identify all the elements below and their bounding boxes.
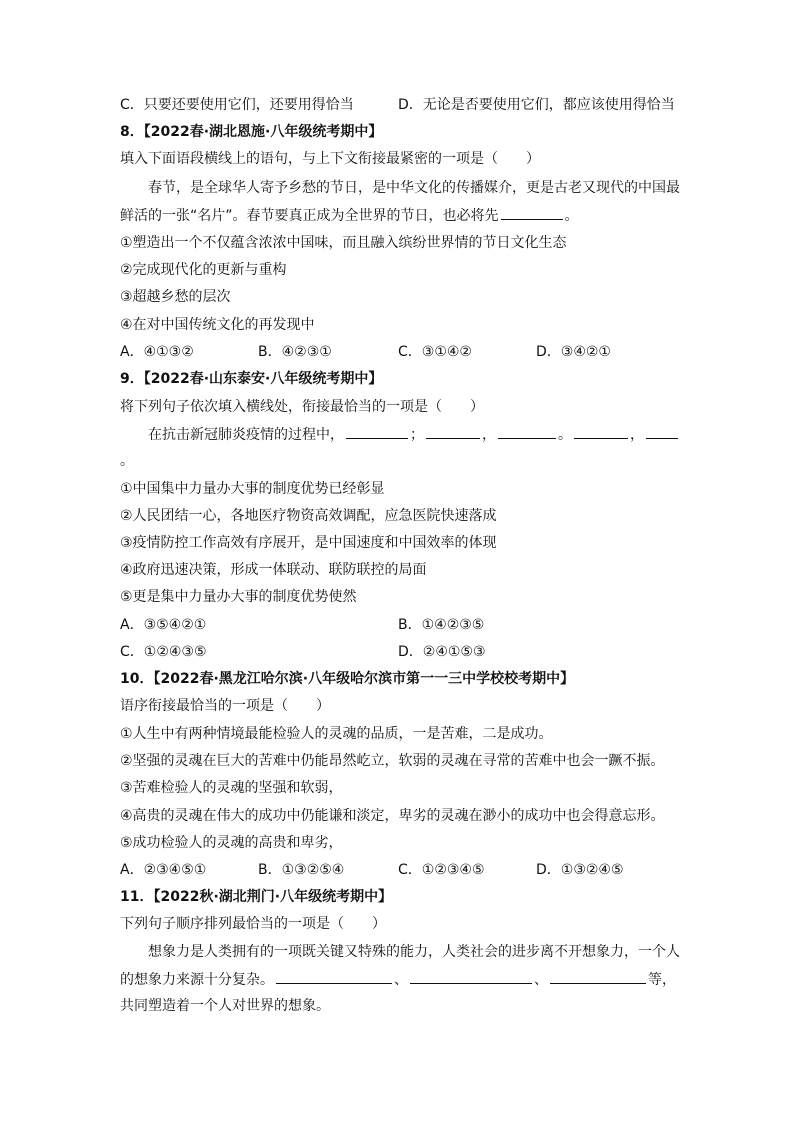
- question-11-passage-line-2: [120, 969, 680, 991]
- question-10-item-3: ③苦难检验人的灵魂的坚强和软弱，: [120, 780, 343, 796]
- passage-text: 鲜活的一张“名片”。春节要真正成为全世界的节日，也必将先: [120, 208, 499, 224]
- question-11-passage-line-1: 想象力是人类拥有的一项既关键又特殊的能力，人类社会的进步离不开想象力，一个人: [148, 944, 680, 960]
- question-10-item-4: ④高贵的灵魂在伟大的成功中仍能谦和淡定，卑劣的灵魂在渺小的成功中也会得意忘形。: [120, 808, 665, 824]
- fill-blank: [346, 424, 408, 439]
- fill-blank: [574, 424, 628, 439]
- fill-blank: [498, 424, 556, 439]
- option-d: D．无论是否要使用它们，都应该使用得恰当: [398, 97, 675, 113]
- question-8-item-2: ②完成现代化的更新与重构: [120, 262, 287, 278]
- fill-blank: [550, 969, 646, 984]
- passage-text: 在抗击新冠肺炎疫情的过程中，: [148, 427, 344, 443]
- question-8-passage-line-1: 春节，是全球华人寄予乡愁的节日，是中华文化的传播媒介，更是古老又现代的中国最: [148, 180, 680, 196]
- punctuation: 。: [558, 427, 572, 443]
- question-8-item-4: ④在对中国传统文化的再发现中: [120, 317, 315, 333]
- question-10-option-c: C．①②③④⑤: [398, 862, 485, 878]
- question-11-passage-line-3: 共同塑造着一个人对世界的想象。: [120, 998, 330, 1014]
- question-9-header: 9．【2022春·山东泰安·八年级统考期中】: [120, 371, 383, 387]
- fill-blank: [646, 424, 678, 439]
- fill-blank: [276, 969, 392, 984]
- passage-text: 。: [564, 208, 579, 224]
- question-10-item-1: ①人生中有两种情境最能检验人的灵魂的品质，一是苦难，二是成功。: [120, 726, 553, 742]
- fill-blank: [410, 969, 532, 984]
- question-8-item-3: ③超越乡愁的层次: [120, 289, 231, 305]
- fill-blank: [426, 424, 480, 439]
- punctuation: ，: [482, 427, 496, 443]
- question-9-stem: 将下列句子依次填入横线处，衔接最恰当的一项是（ ）: [120, 399, 484, 415]
- question-10-stem: 语序衔接最恰当的一项是（ ）: [120, 698, 330, 714]
- question-10-item-2: ②坚强的灵魂在巨大的苦难中仍能昂然屹立，软弱的灵魂在寻常的苦难中也会一蹶不振。: [120, 753, 665, 769]
- fill-blank: [501, 205, 563, 220]
- punctuation: 、: [394, 972, 408, 988]
- question-10-item-5: ⑤成功检验人的灵魂的高贵和卑劣，: [120, 835, 343, 851]
- question-9-item-1: ①中国集中力量办大事的制度优势已经彰显: [120, 481, 385, 497]
- question-8-option-b: B．④②③①: [258, 344, 332, 360]
- passage-text: 等，: [648, 972, 676, 988]
- question-8-passage-line-2: [120, 205, 680, 227]
- question-8-option-d: D．③④②①: [536, 344, 611, 360]
- question-9-option-b: B．①④②③⑤: [398, 617, 485, 633]
- question-9-item-2: ②人民团结一心，各地医疗物资高效调配，应急医院快速落成: [120, 508, 497, 524]
- question-9-item-5: ⑤更是集中力量办大事的制度优势使然: [120, 589, 357, 605]
- question-8-option-c: C．③①④②: [398, 344, 472, 360]
- question-9-passage-line-1: [148, 424, 678, 446]
- question-10-option-b: B．①③②⑤④: [258, 862, 345, 878]
- question-11-header: 11．【2022秋·湖北荆门·八年级统考期中】: [120, 889, 393, 905]
- punctuation: ；: [410, 427, 424, 443]
- question-8-header: 8．【2022春·湖北恩施·八年级统考期中】: [120, 124, 383, 140]
- question-8-item-1: ①塑造出一个不仅蕴含浓浓中国味，而且融入缤纷世界情的节日文化生态: [120, 235, 567, 251]
- question-9-option-d: D．②④①⑤③: [398, 644, 486, 660]
- question-9-item-4: ④政府迅速决策，形成一体联动、联防联控的局面: [120, 562, 427, 578]
- question-10-option-d: D．①③②④⑤: [536, 862, 624, 878]
- question-9-item-3: ③疫情防控工作高效有序展开，是中国速度和中国效率的体现: [120, 535, 497, 551]
- question-9-option-c: C．①②④③⑤: [120, 644, 207, 660]
- question-11-stem: 下列句子顺序排列最恰当的一项是（ ）: [120, 916, 386, 932]
- question-8-option-a: A．④①③②: [120, 344, 194, 360]
- option-c: C．只要还要使用它们，还要用得恰当: [120, 97, 354, 113]
- punctuation: 、: [534, 972, 548, 988]
- passage-text: 的想象力来源十分复杂。: [120, 972, 274, 988]
- question-8-stem: 填入下面语段横线上的语句，与上下文衔接最紧密的一项是（ ）: [120, 151, 540, 167]
- question-10-header: 10．【2022春·黑龙江哈尔滨·八年级哈尔滨市第一一三中学校校考期中】: [120, 671, 575, 687]
- punctuation: ，: [630, 427, 644, 443]
- question-10-option-a: A．②③④⑤①: [120, 862, 207, 878]
- question-9-option-a: A．③⑤④②①: [120, 617, 207, 633]
- question-9-passage-end: 。: [120, 453, 134, 469]
